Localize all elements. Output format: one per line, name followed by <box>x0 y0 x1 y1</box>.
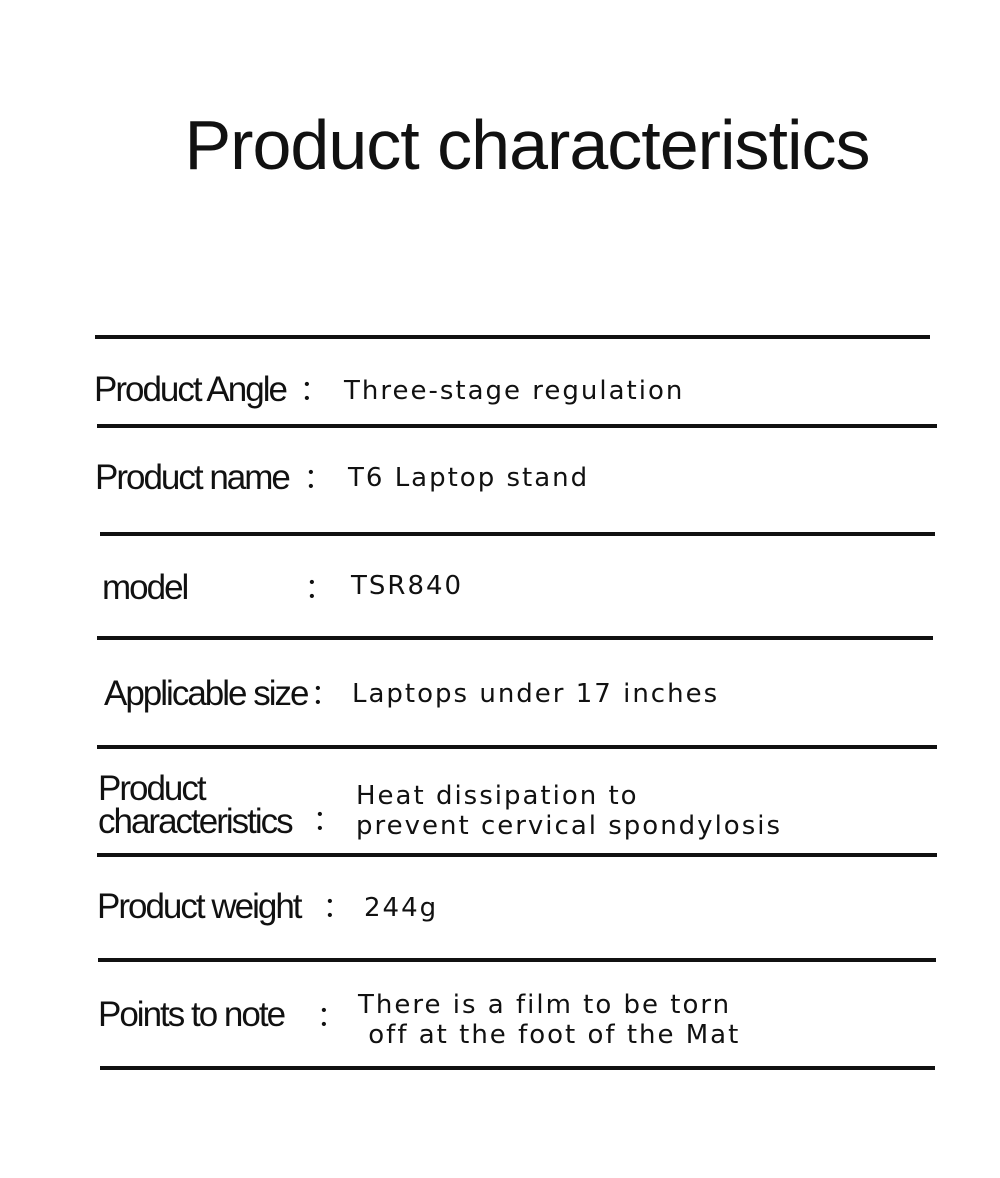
divider <box>97 636 933 640</box>
divider <box>97 853 937 857</box>
spec-label: model <box>102 568 188 607</box>
spec-value: 244g <box>364 893 439 923</box>
spec-colon: ： <box>316 997 350 1035</box>
spec-label: Points to note <box>98 995 285 1034</box>
spec-value: Laptops under 17 inches <box>352 679 720 709</box>
divider <box>95 335 930 339</box>
spec-label: Product Angle <box>94 370 286 409</box>
spec-colon: ： <box>299 371 333 409</box>
spec-value: Three-stage regulation <box>344 376 685 406</box>
spec-label: Product name <box>95 458 289 497</box>
spec-label: Applicable size <box>104 674 308 713</box>
divider <box>97 424 937 428</box>
spec-colon: ： <box>312 801 346 839</box>
spec-value: Heat dissipation to prevent cervical spondylosis <box>356 781 783 841</box>
spec-colon: ： <box>310 675 344 713</box>
spec-value: TSR840 <box>351 571 464 601</box>
spec-colon: ： <box>322 888 356 926</box>
divider <box>100 1066 935 1070</box>
spec-value: T6 Laptop stand <box>348 463 590 493</box>
spec-colon: ： <box>304 569 338 607</box>
spec-label: Product weight <box>97 887 301 926</box>
divider <box>98 958 936 962</box>
divider <box>97 745 937 749</box>
spec-colon: ： <box>303 459 337 497</box>
spec-value: There is a film to be torn off at the foot of the Mat <box>358 990 741 1050</box>
spec-label: Product characteristics <box>98 769 292 841</box>
divider <box>100 532 935 536</box>
page-title: Product characteristics <box>184 106 870 184</box>
